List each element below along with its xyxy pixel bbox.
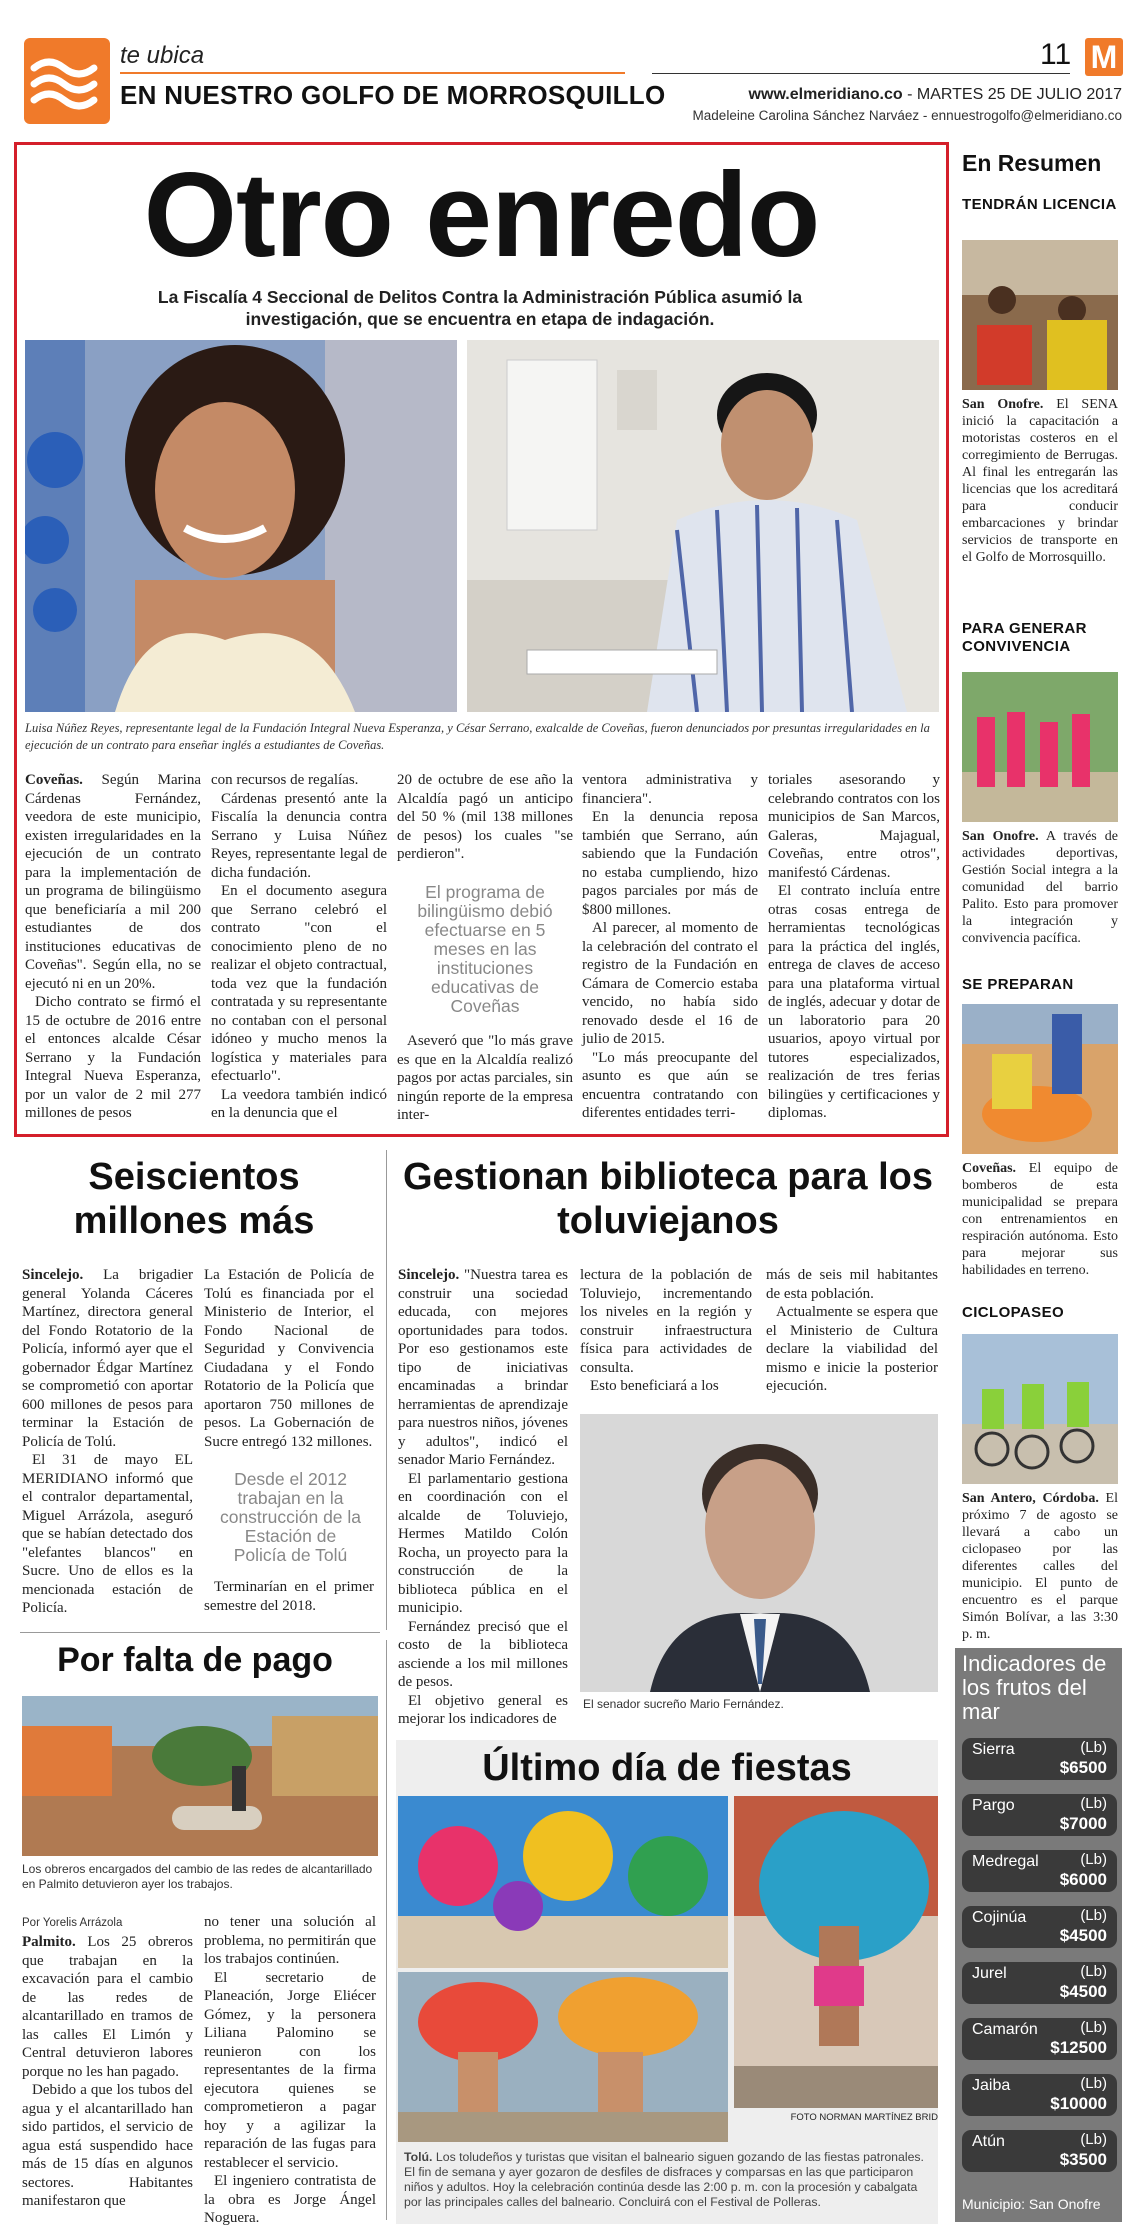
article-paragraph: El objetivo general es mejorar los indicadores de xyxy=(398,1692,568,1727)
lead-paragraph: En la denuncia reposa también que Serrano, aún sabiendo que la Fundación no estaba cumpliendo, hizo pagos parciales por más de $800 millones. xyxy=(582,809,758,918)
article-paragraph: Fernández precisó que el costo de la biblioteca asciende a los mil millones de pesos. xyxy=(398,1618,568,1690)
lead-deck: La Fiscalía 4 Seccional de Delitos Contra la Administración Pública asumió la investigación, que se encuentra en etapa de indagación. xyxy=(157,287,803,329)
fiestas-caption-text: Los toludeños y turistas que visitan el balneario siguen gozando de las fiestas patronales. El fin de semana y ayer gozaron de desfiles de disfraces y comparsas en las que participaron niños y adultos. Hoy la celebración continúa desde las 2:00 p. m. con la procesión y cabalgata por las principales calles del balneario. Concluirá con el Festival de Polleras. xyxy=(404,2150,924,2209)
photo-fiestas-1 xyxy=(398,1796,728,1968)
fiestas-dateline: Tolú. xyxy=(404,2150,433,2164)
indicators-title: Indicadores de los frutos del mar xyxy=(962,1651,1107,1724)
lead-dateline: Coveñas. xyxy=(25,772,83,788)
article-paragraph: El parlamentario gestiona en coordinación con el alcalde de Toluviejo, Hermes Matildo Colón Rocha, un proyecto para la construcción de la biblioteca pública en el municipio. xyxy=(398,1470,568,1616)
lead-paragraph: con recursos de regalías. xyxy=(211,772,359,788)
sidebar-heading: CICLOPASEO xyxy=(962,1304,1065,1321)
column-divider xyxy=(386,1150,387,1630)
biblioteca-column-3 xyxy=(766,1266,938,1396)
lead-paragraph: 20 de octubre de ese año la Alcaldía pagó un anticipo del 50 % (mil 138 millones de pesos) los cuales "se perdieron". xyxy=(397,772,573,862)
falta-pago-byline: Por Yorelis Arrázola xyxy=(22,1917,123,1929)
fiestas-caption xyxy=(404,2150,934,2210)
sidebar-body: El equipo de bomberos de esta municipalidad se prepara con entrenamientos en respiración autónoma. Esto para mejorar sus habilidades en terreno. xyxy=(962,1161,1118,1278)
lead-paragraph: El contrato incluía entre otras cosas entrega de herramientas tecnológicas para la práctica del inglés, entrega de claves de acceso para una plataforma virtual de inglés, adecuar y dotar de un laboratorio para 20 usuarios, apoyo virtual por tutores especializados, realización de tres ferias bilingües y certificaciones y diplomas. xyxy=(768,883,940,1121)
falta-pago-column-2 xyxy=(204,1913,376,2228)
lead-paragraph: Aseveró que "lo más grave es que en la Alcaldía realizó pagos por actas parciales, sin ningún reporte de la empresa inter- xyxy=(397,1033,573,1123)
sidebar-heading: TENDRÁN LICENCIA xyxy=(962,196,1117,213)
lead-paragraph: Cárdenas presentó ante la Fiscalía la denuncia contra Serrano y Luisa Núñez Reyes, representante legal de dicha fundación. xyxy=(211,790,387,881)
article-paragraph: Terminarían en el primer semestre del 2018. xyxy=(204,1579,374,1614)
indicator-unit: (Lb) xyxy=(1080,1851,1107,1868)
section-tagline: te ubica xyxy=(120,42,205,69)
sidebar-heading: SE PREPARAN xyxy=(962,976,1074,993)
indicator-row xyxy=(962,1962,1117,2004)
article-paragraph: Esto beneficiará a los xyxy=(590,1378,719,1394)
indicator-name: Sierra xyxy=(972,1741,1015,1758)
biblioteca-column-2 xyxy=(580,1266,752,1396)
article-paragraph: La brigadier general Yolanda Cáceres Martínez, directora general del Fondo Rotatorio de la Policía, informó ayer que el gobernador Édgar Martínez se comprometió con aportar 600 millones de pesos para terminar la Estación de Policía de Tolú. xyxy=(22,1267,193,1450)
falta-pago-dateline: Palmito. xyxy=(22,1934,76,1950)
page-number: 11 xyxy=(1040,38,1072,71)
falta-pago-column-1 xyxy=(22,1933,193,2211)
seiscientos-pull-quote: Desde el 2012 trabajan en la construcción de la Estación de Policía de Tolú xyxy=(219,1469,362,1565)
article-paragraph: lectura de la población de Toluviejo, incrementando los niveles en la región y construir infraestructura física para actividades de consulta. xyxy=(580,1267,752,1376)
issue-date: - MARTES 25 DE JULIO 2017 xyxy=(902,86,1122,103)
biblioteca-photo-caption: El senador sucreño Mario Fernández. xyxy=(583,1697,784,1711)
falta-pago-headline: Por falta de pago xyxy=(57,1641,333,1679)
indicator-unit: (Lb) xyxy=(1080,2075,1107,2092)
indicator-name: Cojinúa xyxy=(972,1909,1027,1926)
seiscientos-headline: Seiscientos millones más xyxy=(73,1156,315,1242)
lead-column-1 xyxy=(25,771,201,1123)
lead-headline: Otro enredo xyxy=(143,148,820,282)
article-paragraph: Los 25 obreros que trabajan en la excavación para el cambio de las redes de alcantarillado en tramos de las calles El Limón y Central detuvieron labores porque no les han pagado. xyxy=(22,1934,193,2080)
sidebar-text xyxy=(962,1160,1118,1279)
article-paragraph: El 31 de mayo EL MERIDIANO informó que el contralor departamental, Miguel Arrázola, aseguró que se habían detectado dos "elefantes blancos" en Sucre. Uno de ellos es la mencionada estación de Policía. xyxy=(22,1452,193,1616)
lead-paragraph: Al parecer, al momento de la celebración del contrato el registro de la Fundación en Cámara de Comercio estaba vencido, no había sido renovado desde el 16 de julio de 2015. xyxy=(582,920,758,1047)
sidebar-text xyxy=(962,396,1118,566)
sidebar-text xyxy=(962,828,1118,947)
fiestas-photo-credit: FOTO NORMAN MARTÍNEZ BRID xyxy=(790,2112,938,2123)
indicator-name: Pargo xyxy=(972,1797,1015,1814)
sidebar-photo-ciclopaseo xyxy=(962,1334,1118,1484)
lead-paragraph: ventora administrativa y financiera". xyxy=(582,772,758,807)
biblioteca-dateline: Sincelejo. xyxy=(398,1267,460,1283)
indicator-price: $10000 xyxy=(1050,2094,1107,2113)
indicator-row xyxy=(962,2130,1117,2172)
page-rule xyxy=(652,73,1070,74)
photo-fiestas-3 xyxy=(734,1796,938,2108)
indicator-row xyxy=(962,1906,1117,1948)
indicator-price: $6500 xyxy=(1059,1758,1107,1777)
author-line: Madeleine Carolina Sánchez Narváez - ennuestrogolfo@elmeridiano.co xyxy=(692,108,1122,123)
biblioteca-column-1 xyxy=(398,1266,568,1729)
sidebar-text xyxy=(962,1490,1118,1643)
article-paragraph: El secretario de Planeación, Jorge Eliécer Gómez, y la personera Liliana Palomino se reunieron con los representantes de la firma ejecutora quienes se comprometieron a pagar hoy y a agilizar la reparación de las fugas para restablecer el servicio. xyxy=(204,1969,376,2171)
indicator-unit: (Lb) xyxy=(1080,2131,1107,2148)
article-paragraph: más de seis mil habitantes de esta población. xyxy=(766,1267,938,1302)
section-logo xyxy=(24,38,110,124)
seiscientos-column-2 xyxy=(204,1266,374,1451)
sidebar-heading: PARA GENERAR CONVIVENCIA xyxy=(962,620,1087,655)
fiestas-headline: Último día de fiestas xyxy=(482,1747,852,1789)
falta-pago-caption: Los obreros encargados del cambio de las redes de alcantarillado en Palmito detuvieron ayer los trabajos. xyxy=(22,1862,373,1891)
section-title: EN NUESTRO GOLFO DE MORROSQUILLO xyxy=(120,80,666,110)
indicator-name: Jurel xyxy=(972,1965,1007,1982)
article-paragraph: "Nuestra tarea es construir una sociedad educada, con mejores oportunidades para todos. Por eso gestionamos este tipo de iniciativas encaminadas a brindar herramientas de aprendizaje para nuestros niños, jóvenes y adultos", indicó el senador Mario Fernández. xyxy=(398,1267,568,1468)
lead-column-4 xyxy=(582,771,758,1123)
lead-column-3-cont xyxy=(397,1032,573,1125)
sidebar-body: El próximo 7 de agosto se llevará a cabo un ciclopaseo por las diferentes calles del municipio. El punto de encuentro es el parque Simón Bolívar, a las 3:30 p. m. xyxy=(962,1491,1118,1642)
indicators-footer: Municipio: San Onofre xyxy=(962,2196,1101,2212)
indicator-unit: (Lb) xyxy=(1080,1907,1107,1924)
photo-fiestas-2 xyxy=(398,1972,728,2142)
wave-logo-icon xyxy=(24,38,110,124)
photo-cesar-serrano xyxy=(467,340,939,712)
sidebar-photo-licencia xyxy=(962,240,1118,390)
article-paragraph: La Estación de Policía de Tolú es financiada por el Ministerio de Interior, el Fondo Nacional de Seguridad y Convivencia Ciudadana y el Fondo Rotatorio de la Policía que aportaron 750 millones de pesos. La Gobernación de Sucre entregó 132 millones. xyxy=(204,1267,374,1450)
indicator-price: $7000 xyxy=(1059,1814,1107,1833)
seiscientos-column-2-cont xyxy=(204,1578,374,1615)
indicator-row xyxy=(962,2018,1117,2060)
column-divider xyxy=(386,1640,387,2220)
lead-column-3 xyxy=(397,771,573,864)
sidebar-place: Coveñas. xyxy=(962,1161,1017,1176)
indicator-price: $12500 xyxy=(1050,2038,1107,2057)
article-paragraph: Actualmente se espera que el Ministerio de Cultura declare la viabilidad del mismo e inicie la posterior ejecución. xyxy=(766,1304,938,1394)
brand-logo: M xyxy=(1085,38,1123,76)
indicator-unit: (Lb) xyxy=(1080,2019,1107,2036)
indicator-row xyxy=(962,2074,1117,2116)
indicator-unit: (Lb) xyxy=(1080,1963,1107,1980)
lead-paragraph: En el documento asegura que Serrano celebró el contrato "con el conocimiento pleno de no realizar el objeto contractual, toda vez que la fundación contratada y su representante no contaban con el personal idóneo y mucho menos la logística y materiales para efectuarlo". xyxy=(211,883,387,1084)
photo-obras-palmito xyxy=(22,1696,378,1856)
sidebar-body: El SENA inició la capacitación a motoristas costeros en el corregimiento de Berrugas. Al final les entregarán las licencias que los acreditará para conducir embarcaciones y brindar servicios de transporte en el Golfo de Morrosquillo. xyxy=(962,397,1118,565)
sidebar-place: San Antero, Córdoba. xyxy=(962,1491,1099,1506)
lead-paragraph: toriales asesorando y celebrando contratos con los municipios de San Marcos, Galeras, Majagual, Coveñas, entre otros", manifestó Cárdenas. xyxy=(768,772,940,881)
indicator-name: Atún xyxy=(972,2133,1005,2150)
sidebar-photo-convivencia xyxy=(962,672,1118,822)
website-link[interactable]: www.elmeridiano.co xyxy=(748,86,903,103)
lead-paragraph: Según Marina Cárdenas Fernández, veedora de este municipio, existen irregularidades en la ejecución de un contrato para la implementación de un programa de bilingüismo que beneficiaría a mil 200 estudiantes de dos instituciones educativas de Coveñas". Según ella, no se ejecutó ni en un 20%. xyxy=(25,772,201,992)
sidebar-place: San Onofre. xyxy=(962,829,1039,844)
indicator-price: $6000 xyxy=(1059,1870,1107,1889)
header-divider xyxy=(120,72,625,74)
indicator-name: Medregal xyxy=(972,1853,1039,1870)
indicator-row xyxy=(962,1794,1117,1836)
article-paragraph: Debido a que los tubos del agua y el alcantarillado han sido partidos, el servicio de agua está suspendido hace más de 15 días en algunos sectores. Habitantes manifestaron que xyxy=(22,2082,193,2209)
lead-column-2 xyxy=(211,771,387,1123)
section-divider xyxy=(20,1632,380,1633)
sidebar-place: San Onofre. xyxy=(962,397,1044,412)
website-date xyxy=(652,86,1122,104)
indicator-unit: (Lb) xyxy=(1080,1795,1107,1812)
indicator-row xyxy=(962,1738,1117,1780)
lead-column-5 xyxy=(768,771,940,1123)
lead-paragraph: La veedora también indicó en la denuncia que el xyxy=(211,1086,387,1121)
lead-paragraph: "Lo más preocupante del asunto es que aún se encuentra contratando con diferentes entidades terri- xyxy=(582,1049,758,1121)
biblioteca-headline: Gestionan biblioteca para los toluviejanos xyxy=(402,1156,933,1242)
sidebar-photo-bomberos xyxy=(962,1004,1118,1154)
indicator-price: $4500 xyxy=(1059,1926,1107,1945)
article-paragraph: El ingeniero contratista de la obra es Jorge Ángel Noguera. xyxy=(204,2173,376,2226)
seiscientos-dateline: Sincelejo. xyxy=(22,1267,84,1283)
photo-luisa-nunez xyxy=(25,340,457,712)
sidebar-title: En Resumen xyxy=(962,150,1102,176)
indicator-row xyxy=(962,1850,1117,1892)
indicator-unit: (Lb) xyxy=(1080,1739,1107,1756)
article-paragraph: no tener una solución al problema, no permitirán que los trabajos continúen. xyxy=(204,1914,376,1967)
photo-mario-fernandez xyxy=(580,1414,938,1692)
indicator-price: $3500 xyxy=(1059,2150,1107,2169)
sidebar-body: A través de actividades deportivas, Gestión Social integra a la comunidad del barrio Palito. Esto para promover la integración y convivencia pacífica. xyxy=(962,829,1118,946)
seiscientos-column-1 xyxy=(22,1266,193,1618)
lead-paragraph: Dicho contrato se firmó el 15 de octubre de 2016 entre el entonces alcalde César Serrano y la Fundación Integral Nueva Esperanza, por un valor de 2 mil 277 millones de pesos xyxy=(25,994,201,1121)
lead-pull-quote: El programa de bilingüismo debió efectuarse en 5 meses en las instituciones educativas de Coveñas xyxy=(417,882,553,1016)
indicator-name: Camarón xyxy=(972,2021,1038,2038)
indicator-name: Jaiba xyxy=(972,2077,1011,2094)
lead-photo-caption: Luisa Núñez Reyes, representante legal de la Fundación Integral Nueva Esperanza, y César Serrano, exalcalde de Coveñas, fueron denunciados por presuntas irregularidades en la ejecución de un contrato para enseñar inglés a estudiantes de Coveñas. xyxy=(25,721,930,752)
indicator-price: $4500 xyxy=(1059,1982,1107,2001)
